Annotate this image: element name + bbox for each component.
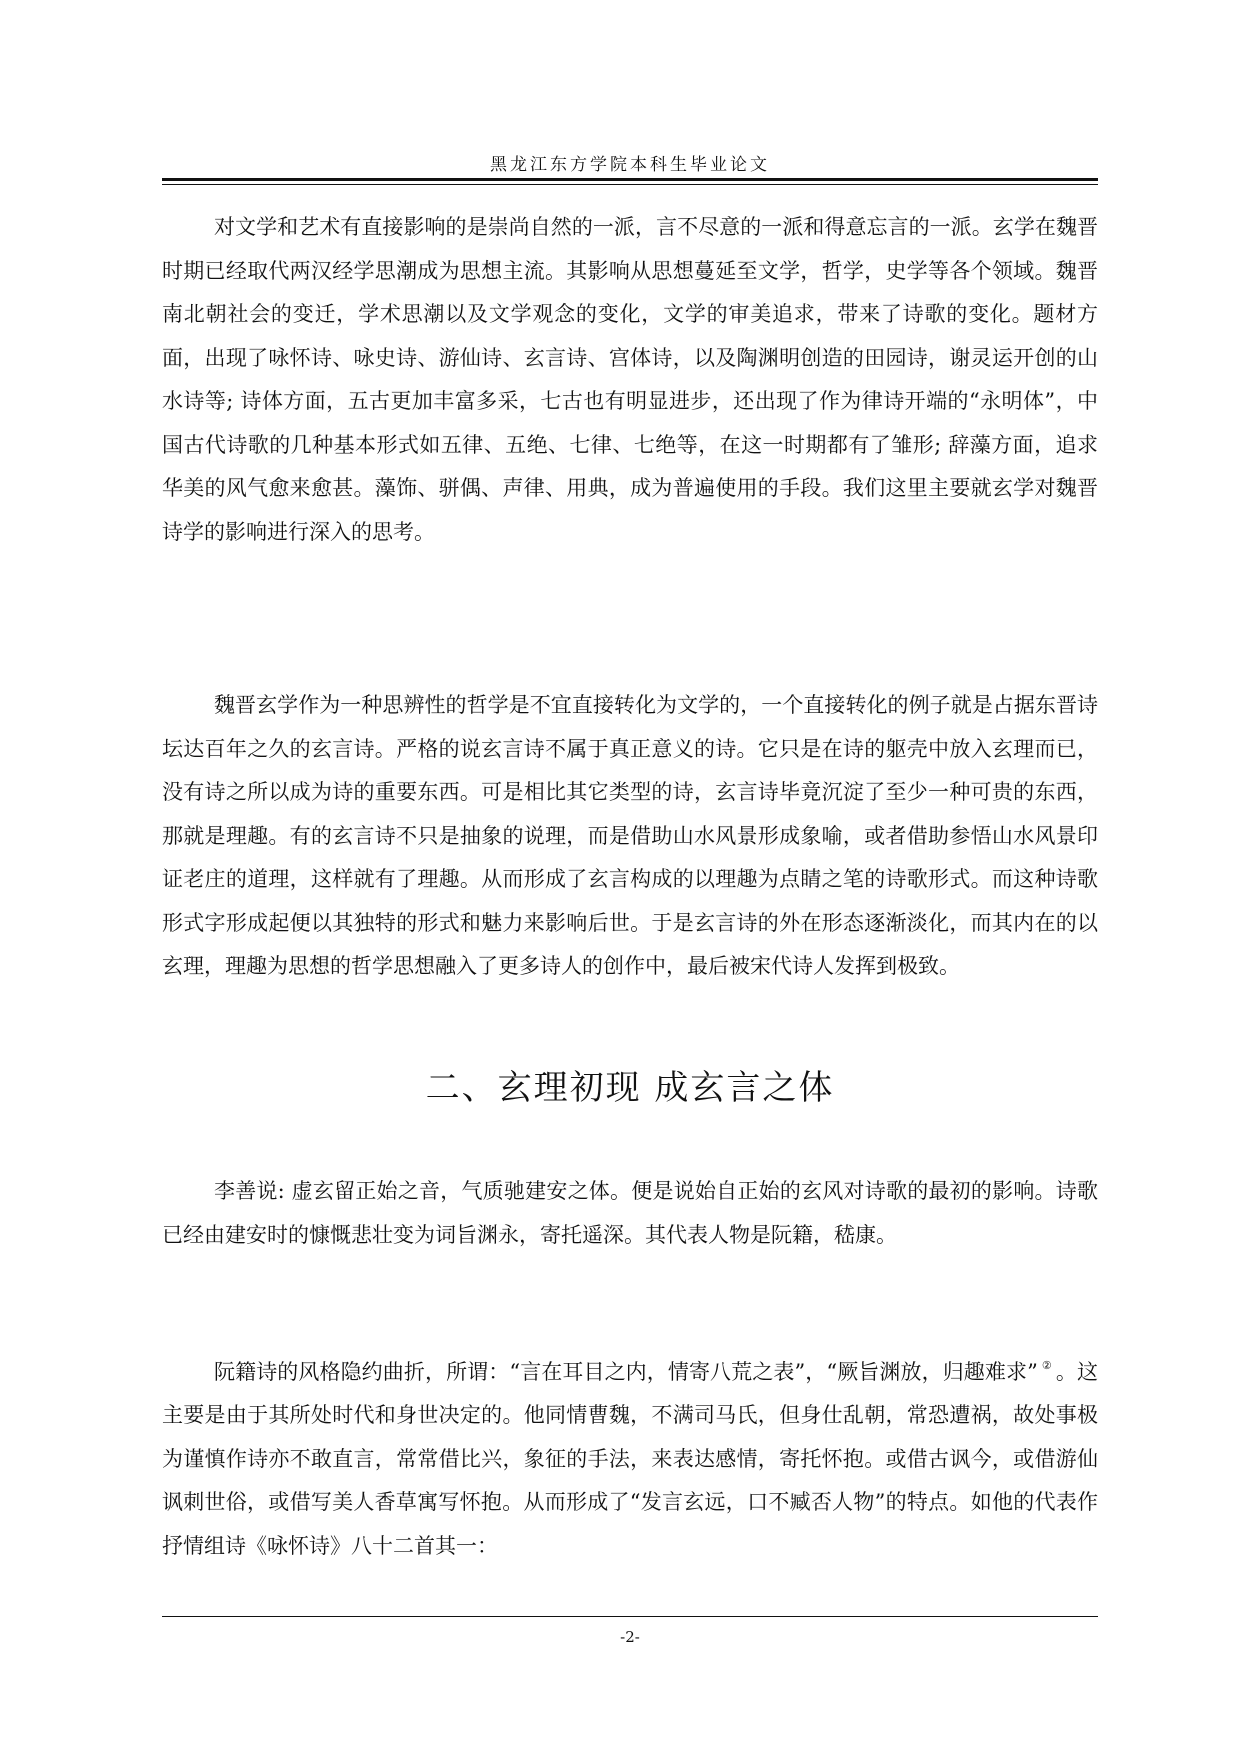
running-header: 黑龙江东方学院本科生毕业论文 (490, 155, 770, 175)
body-paragraph-3: 李善说: 虚玄留正始之音，气质驰建安之体。便是说始自正始的玄风对诗歌的最初的影响。诗歌已经由建安时的慷慨悲壮变为词旨渊永，寄托遥深。其代表人物是阮籍，嵇康。 (162, 1179, 1098, 1247)
paragraph-4-text-b: 。这主要是由于其所处时代和身世决定的。他同情曹魏，不满司马氏，但身仕乱朝，常恐遭祸，故处事极为谨慎作诗亦不敢直言，常常借比兴，象征的手法，来表达感情，寄托怀抱。或借古讽今，或借游仙讽刺世俗，或借写美人香草寓写怀抱。从而形成了“发言玄远，口不臧否人物”的特点。如他的代表作抒情组诗《咏怀诗》八十二首其一： (162, 1359, 1098, 1558)
body-paragraph-2: 魏晋玄学作为一种思辨性的哲学是不宜直接转化为文学的，一个直接转化的例子就是占据东晋诗坛达百年之久的玄言诗。严格的说玄言诗不属于真正意义的诗。它只是在诗的躯壳中放入玄理而已，没有诗之所以成为诗的重要东西。可是相比其它类型的诗，玄言诗毕竟沉淀了至少一种可贵的东西，那就是理趣。有的玄言诗不只是抽象的说理，而是借助山水风景形成象喻，或者借助参悟山水风景印证老庄的道理，这样就有了理趣。从而形成了玄言构成的以理趣为点睛之笔的诗歌形式。而这种诗歌形式字形成起便以其独特的形式和魅力来影响后世。于是玄言诗的外在形态逐渐淡化，而其内在的以玄理，理趣为思想的哲学思想融入了更多诗人的创作中，最后被宋代诗人发挥到极致。 (162, 693, 1098, 978)
header-rule-thick (162, 178, 1098, 181)
section-heading: 二、玄理初现 成玄言之体 (425, 1068, 835, 1108)
body-paragraph-1: 对文学和艺术有直接影响的是崇尚自然的一派，言不尽意的一派和得意忘言的一派。玄学在魏晋时期已经取代两汉经学思潮成为思想主流。其影响从思想蔓延至文学，哲学，史学等各个领域。魏晋南北朝社会的变迁，学术思潮以及文学观念的变化，文学的审美追求，带来了诗歌的变化。题材方面，出现了咏怀诗、咏史诗、游仙诗、玄言诗、宫体诗，以及陶渊明创造的田园诗，谢灵运开创的山水诗等; 诗体方面，五古更加丰富多采，七古也有明显进步，还出现了作为律诗开端的“永明体”，中国古代诗歌的几种基本形式如五律、五绝、七律、七绝等，在这一时期都有了雏形; 辞藻方面，追求华美的风气愈来愈甚。藻饰、骈偶、声律、用典，成为普遍使用的手段。我们这里主要就玄学对魏晋诗学的影响进行深入的思考。 (162, 215, 1098, 544)
paragraph-4-text-a: 阮籍诗的风格隐约曲折，所谓：“言在耳目之内，情寄八荒之表”，“厥旨渊放，归趣难求” (214, 1359, 1038, 1384)
page-number: -2- (620, 1628, 640, 1646)
body-paragraph-4 (162, 1344, 1098, 1568)
header-rule-thin (162, 184, 1098, 185)
footer-rule (162, 1616, 1098, 1617)
footnote-marker[interactable]: ② (1041, 1359, 1052, 1372)
